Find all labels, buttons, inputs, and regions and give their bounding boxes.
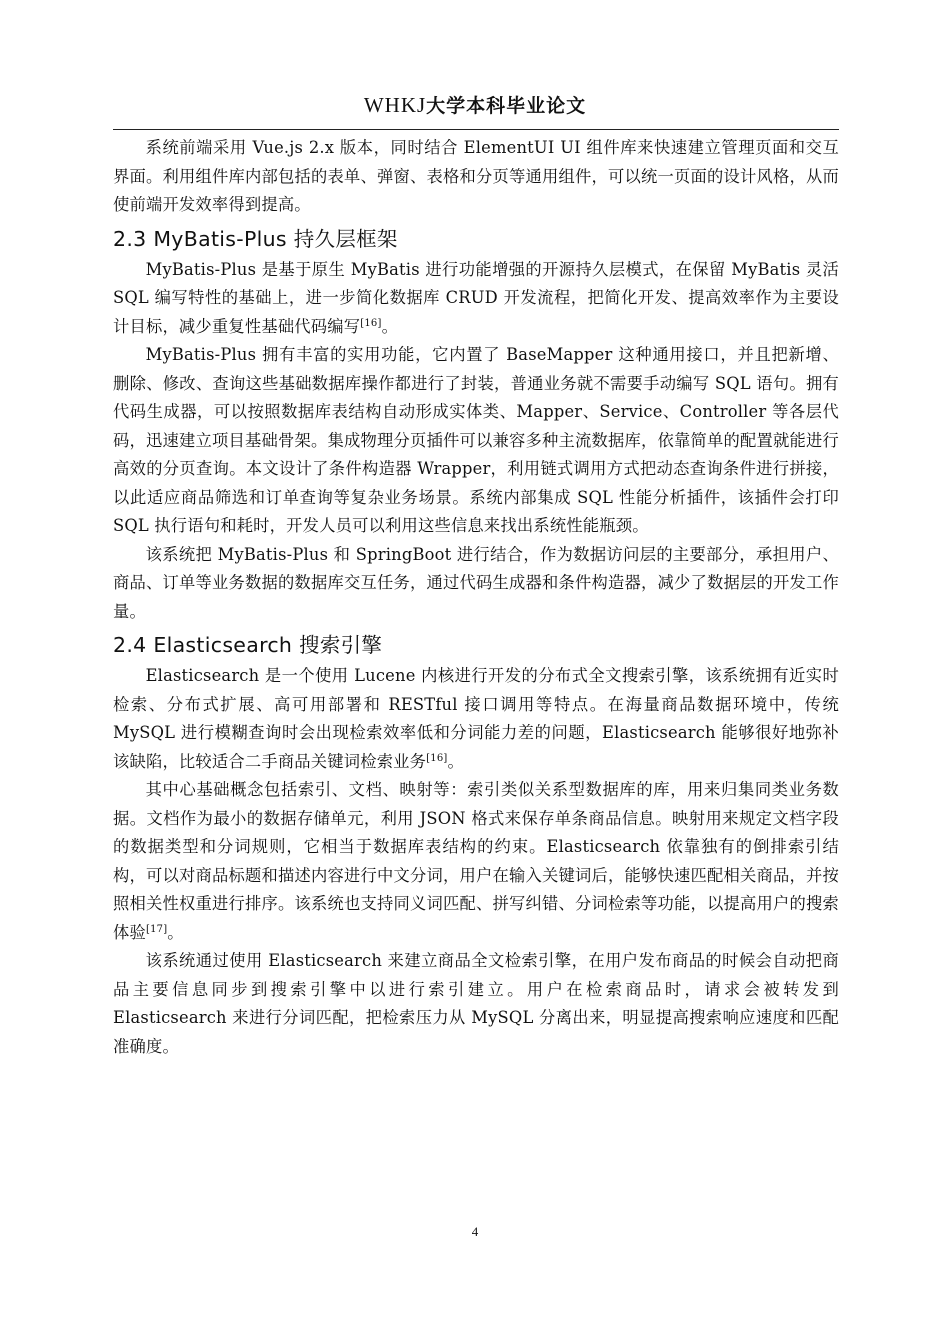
header-title: 大学本科毕业论文 (426, 95, 587, 117)
page-header (0, 91, 950, 118)
section-heading-2-3: 2.3 MyBatis-Plus 持久层框架 (113, 226, 398, 251)
paragraph-end: 。 (381, 316, 399, 336)
citation: [16] (426, 752, 448, 764)
section-2-3-paragraph-3: 该系统把 MyBatis-Plus 和 SpringBoot 进行结合，作为数据访问层的主要部分，承担用户、商品、订单等业务数据的数据库交互任务，通过代码生成器和条件构造器，减少了数据层的开发工作量。 (113, 544, 839, 621)
paragraph-text: 其中心基础概念包括索引、文档、映射等：索引类似关系型数据库的库，用来归集同类业务数据。文档作为最小的数据存储单元，利用 JSON 格式来保存单条商品信息。映射用来规定文档字段的数据类型和分词规则，它相当于数据库表结构的约束。Elasticsearch 依靠独有的倒排索引结构，可以对商品标题和描述内容进行中文分词，用户在输入关键词后，能够快速匹配相关商品，并按照相关性权重进行排序。该系统也支持同义词匹配、拼写纠错、分词检索等功能，以提高用户的搜索体验 (113, 780, 839, 942)
paragraph-text: Elasticsearch 是一个使用 Lucene 内核进行开发的分布式全文搜索引擎，该系统拥有近实时检索、分布式扩展、高可用部署和 RESTful 接口调用等特点。在海量商品数据环境中，传统 MySQL 进行模糊查询时会出现检索效率低和分词能力差的问题，Elasticsearch 能够很好地弥补该缺陷，比较适合二手商品关键词检索业务 (113, 666, 839, 771)
paragraph-text: MyBatis-Plus 是基于原生 MyBatis 进行功能增强的开源持久层模式，在保留 MyBatis 灵活 SQL 编写特性的基础上，进一步简化数据库 CRUD 开发流程，把简化开发、提高效率作为主要设计目标，减少重复性基础代码编写 (113, 259, 839, 336)
citation: [16] (360, 317, 382, 329)
section-2-3-paragraph-2: MyBatis-Plus 拥有丰富的实用功能，它内置了 BaseMapper 这种通用接口，并且把新增、删除、修改、查询这些基础数据库操作都进行了封装，普通业务就不需要手动编写 SQL 语句。拥有代码生成器，可以按照数据库表结构自动形成实体类、Mapper、Service、Controller 等各层代码，迅速建立项目基础骨架。集成物理分页插件可以兼容多种主流数据库，依靠简单的配置就能进行高效的分页查询。本文设计了条件构造器 Wrapper，利用链式调用方式把动态查询条件进行拼接，以此适应商品筛选和订单查询等复杂业务场景。系统内部集成 SQL 性能分析插件，该插件会打印 SQL 执行语句和耗时，开发人员可以利用这些信息来找出系统性能瓶颈。 (113, 345, 839, 535)
citation: [17] (145, 923, 168, 935)
section-2-4-paragraph-3: 该系统通过使用 Elasticsearch 来建立商品全文检索引擎，在用户发布商品的时候会自动把商品主要信息同步到搜索引擎中以进行索引建立。用户在检索商品时，请求会被转发到 Elasticsearch 来进行分词匹配，把检索压力从 MySQL 分离出来，明显提高搜索响应速度和匹配准确度。 (113, 951, 839, 1056)
paragraph-end: 。 (167, 922, 184, 942)
section-2-3-paragraph-1 (113, 256, 839, 342)
intro-paragraph: 系统前端采用 Vue.js 2.x 版本，同时结合 ElementUI UI 组件库来快速建立管理页面和交互界面。利用组件库内部包括的表单、弹窗、表格和分页等通用组件，可以统一页面的设计风格，从而使前端开发效率得到提高。 (113, 138, 839, 214)
section-2-4-paragraph-2 (113, 776, 839, 947)
section-2-4-paragraph-1 (113, 662, 839, 776)
paragraph-end: 。 (447, 751, 464, 771)
header-code: WHKJ (363, 93, 427, 117)
section-heading-2-4: 2.4 Elasticsearch 搜索引擎 (113, 633, 383, 657)
header-rule (113, 129, 839, 130)
page-number: 4 (471, 1224, 479, 1239)
page-body (113, 134, 839, 1061)
